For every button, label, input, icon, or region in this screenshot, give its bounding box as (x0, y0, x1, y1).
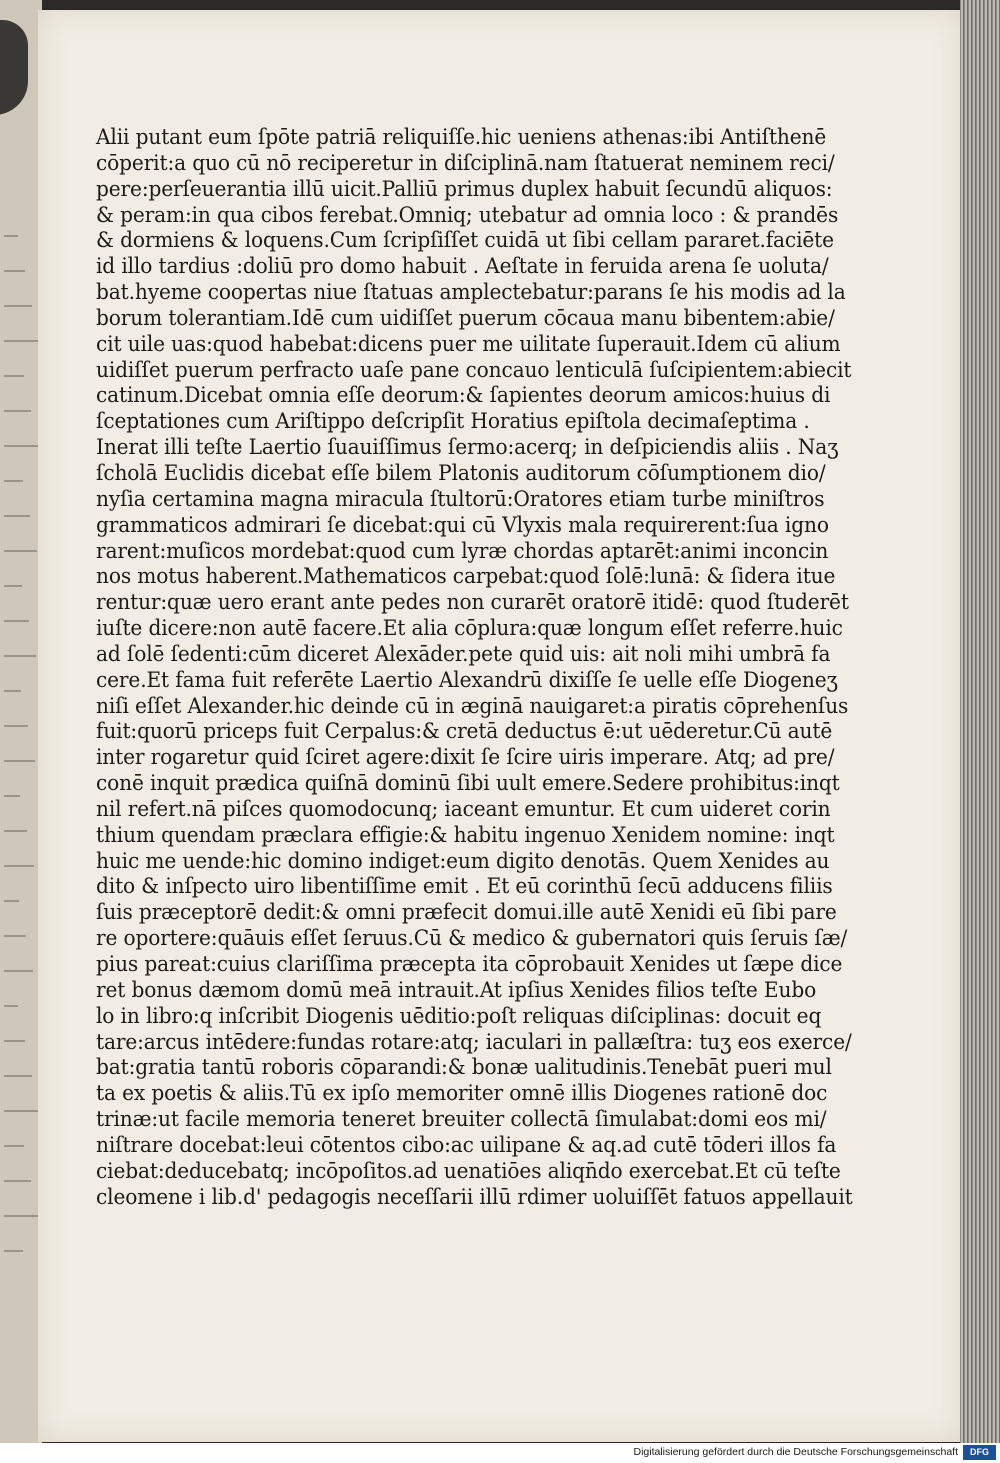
text-line: cōperit:a quo cū nō reciperetur in diſciplinā.nam ſtatuerat neminem reci/ (96, 150, 835, 175)
dfg-logo: DFG (963, 1445, 996, 1460)
margin-trace (4, 410, 31, 412)
margin-trace (4, 585, 22, 587)
text-line: ſuis præceptorē dedit:& omni præfecit domui.ille autē Xenidi eū ſibi pare (96, 900, 837, 925)
margin-trace (4, 305, 32, 307)
margin-trace (4, 725, 28, 727)
text-line: thium quendam præclara effigie:& habitu ingenuo Xenidem nomine: inqt (96, 822, 835, 847)
text-line: pius pareat:cuius clariſſima præcepta ita cōprobauit Xenides ut ſæpe dice (96, 952, 843, 976)
footer-bar (0, 1443, 1000, 1463)
margin-trace (4, 830, 27, 832)
funding-credit: Digitalisierung gefördert durch die Deutsche Forschungsgemeinschaft (633, 1446, 958, 1458)
margin-trace (4, 1215, 38, 1217)
margin-trace (4, 865, 34, 867)
text-line: fuit:quorū priceps fuit Cerpalus:& cretā deductus ē:ut uēderetur.Cū autē (96, 719, 833, 744)
text-line: pere:perſeuerantia illū uicit.Palliū primus duplex habuit ſecundū aliquos: (96, 176, 833, 201)
text-line: Inerat illi teſte Laertio ſuauiſſimus ſermo:acerq; in deſpiciendis aliis . Naʒ (96, 435, 839, 460)
page-text-block (96, 125, 976, 1210)
margin-trace (4, 1250, 23, 1252)
text-line: ciebat:deducebatq; incōpoſitos.ad uenatiōes aliqn̄do exercebat.Et cū teſte (96, 1158, 841, 1183)
margin-trace (4, 375, 24, 377)
text-line: Alii putant eum ſpōte patriā reliquiſſe.hic ueniens athenas:ibi Antiſthenē (96, 125, 827, 149)
text-line: cit uile uas:quod habebat:dicens puer me uilitate ſuperauit.Idem cū alium (96, 331, 841, 356)
text-line: rentur:quæ uero erant ante pedes non curarēt oratorē itidē: quod ſtuderēt (96, 590, 849, 615)
text-line: huic me uende:hic domino indiget:eum digito denotās. Quem Xenides au (96, 848, 830, 873)
margin-trace (4, 270, 25, 272)
margin-trace (4, 340, 39, 342)
text-line: conē inquit prædica quiſnā dominū ſibi uult emere.Sedere prohibitus:inqt (96, 771, 840, 796)
text-line: nos motus haberent.Mathematicos carpebat:quod ſolē:lunā: & ſidera itue (96, 564, 836, 589)
text-line: ſceptationes cum Ariſtippo deſcripſit Horatius epiſtola decimaſeptima . (96, 409, 810, 434)
page-curl (0, 20, 28, 115)
margin-trace (4, 480, 23, 482)
margin-trace (4, 550, 37, 552)
margin-trace (4, 1145, 24, 1147)
text-line: ret bonus dæmom domū meā intrauit.At ipſius Xenides filios teſte Eubo (96, 977, 817, 1002)
text-line: niſi eſſet Alexander.hic deinde cū in æginā nauigaret:a piratis cōprehenſus (96, 693, 849, 718)
text-line: niſtrare docebat:leui cōtentos cibo:ac uilipane & aq.ad cutē tōderi illos fa (96, 1132, 837, 1157)
text-line: dito & inſpecto uiro libentiſſime emit . Et eū corinthū ſecū adducens filiis (96, 874, 833, 899)
margin-trace (4, 970, 33, 972)
text-line: grammaticos admirari ſe dicebat:qui cū Vlyxis mala requirerent:ſua igno (96, 512, 829, 537)
text-line: & dormiens & loquens.Cum ſcripſiſſet cuidā ut ſibi cellam pararet.faciēte (96, 228, 834, 253)
margin-trace (4, 235, 18, 237)
text-line: ſcholā Euclidis dicebat eſſe bilem Platonis auditorum cōſumptionem dio/ (96, 460, 826, 485)
text-line: cleomene i lib.d' pedagogis neceſſarii illū rdimer uoluiſſēt fatuos appellauit (96, 1184, 853, 1209)
margin-trace (4, 690, 21, 692)
margin-trace (4, 1180, 31, 1182)
text-line: uidiſſet puerum perfracto uaſe pane concauo lenticulā ſuſcipientem:abiecit (96, 357, 852, 382)
margin-trace (4, 1110, 39, 1112)
margin-trace (4, 760, 35, 762)
previous-page-edge (0, 0, 42, 1443)
text-line: cere.Et fama fuit referēte Laertio Alexandrū dixiſſe ſe uelle eſſe Diogeneʒ (96, 667, 838, 692)
margin-trace (4, 1075, 32, 1077)
text-line: catinum.Dicebat omnia eſſe deorum:& ſapientes deorum amicos:huius di (96, 383, 831, 408)
margin-trace (4, 1040, 25, 1042)
text-line: nyſia certamina magna miracula ſtultorū:Oratores etiam turbe miniſtros (96, 486, 825, 511)
text-line: inter rogaretur quid ſciret agere:dixit ſe ſcire uiris imperare. Atq; ad pre/ (96, 745, 835, 770)
text-line: re oportere:quāuis eſſet ſeruus.Cū & medico & gubernatori quis ſeruis ſæ/ (96, 926, 848, 951)
margin-trace (4, 655, 36, 657)
margin-trace (4, 1005, 18, 1007)
text-line: id illo tardius :doliū pro domo habuit . Aeſtate in feruida arena ſe uoluta/ (96, 254, 829, 279)
text-line: rarent:muſicos mordebat:quod cum lyræ chordas aptarēt:animi inconcin (96, 538, 829, 563)
text-line: bat:gratia tantū roboris cōparandi:& bonæ ualitudinis.Tenebāt pueri mul (96, 1055, 832, 1080)
text-line: tare:arcus intēdere:fundas rotare:atq; iaculari in pallæſtra: tuʒ eos exerce/ (96, 1029, 852, 1054)
margin-trace (4, 445, 38, 447)
margin-trace (4, 935, 26, 937)
text-line: & peram:in qua cibos ferebat.Omniq; utebatur ad omnia loco : & prandēs (96, 202, 839, 227)
text-line: bat.hyeme coopertas niue ſtatuas amplectebatur:parans ſe his modis ad la (96, 280, 846, 305)
margin-trace (4, 515, 30, 517)
text-line: ta ex poetis & aliis.Tū ex ipſo memoriter omnē illis Diogenes rationē doc (96, 1081, 828, 1106)
margin-trace (4, 620, 29, 622)
text-line: trinæ:ut facile memoria teneret breuiter collectā ſimulabat:domi eos mi/ (96, 1107, 827, 1132)
margin-trace (4, 795, 20, 797)
text-line: nil refert.nā piſces quomodocunq; iaceant emuntur. Et cum uideret corin (96, 796, 831, 821)
margin-trace (4, 900, 19, 902)
text-line: lo in libro:q inſcribit Diogenis uēditio:poſt reliquas diſciplinas: docuit eq (96, 1003, 822, 1028)
text-line: borum tolerantiam.Idē cum uidiſſet puerum cōcaua manu bibentem:abie/ (96, 305, 835, 330)
text-line: iuſte dicere:non autē facere.Et alia cōplura:quæ longum eſſet referre.huic (96, 616, 843, 641)
text-line: ad ſolē ſedenti:cūm diceret Alexāder.pete quid uis: ait noli mihi umbrā fa (96, 641, 831, 666)
